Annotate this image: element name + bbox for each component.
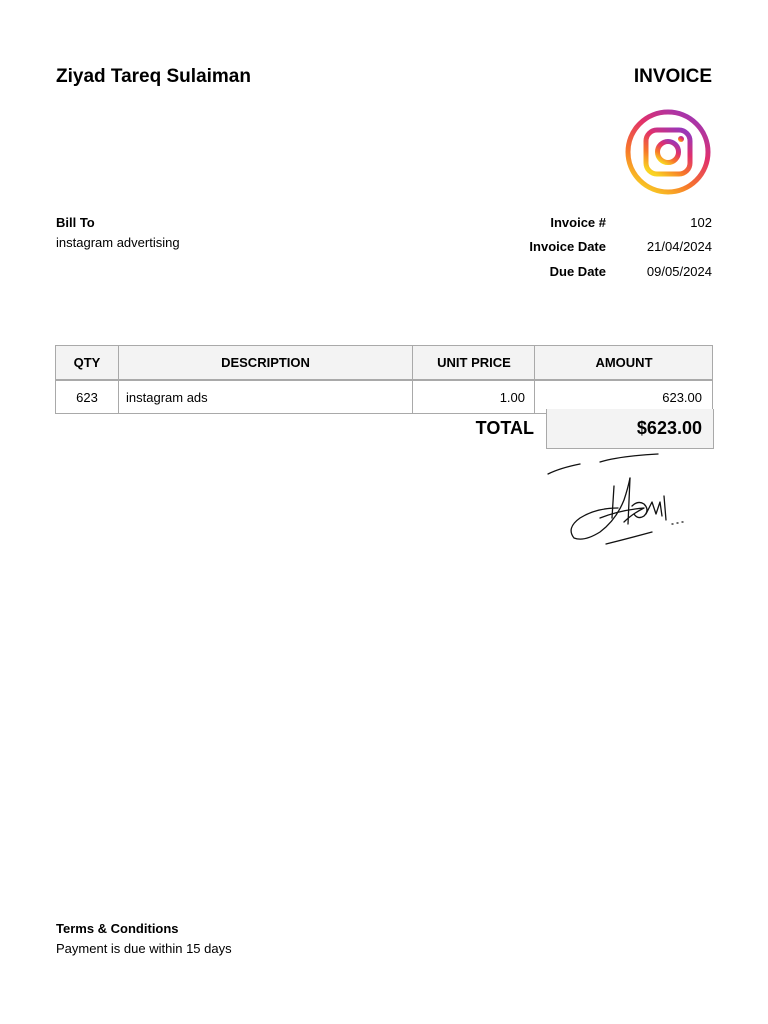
column-header-amount: AMOUNT — [535, 346, 713, 381]
bill-to-label: Bill To — [56, 215, 95, 230]
invoice-date-value: 21/04/2024 — [646, 239, 712, 254]
cell-amount: 623.00 — [535, 380, 713, 414]
cell-description: instagram ads — [119, 380, 413, 414]
sender-name: Ziyad Tareq Sulaiman — [56, 66, 251, 87]
total-box — [546, 409, 714, 449]
column-header-qty: QTY — [56, 346, 119, 381]
due-date-value: 09/05/2024 — [646, 264, 712, 279]
cell-unit-price: 1.00 — [413, 380, 535, 414]
column-header-description: DESCRIPTION — [119, 346, 413, 381]
terms-text: Payment is due within 15 days — [56, 941, 232, 956]
cell-qty: 623 — [56, 380, 119, 414]
table-header-row — [56, 346, 713, 381]
instagram-icon — [624, 108, 712, 196]
document-title: INVOICE — [633, 66, 712, 87]
bill-to-value: instagram advertising — [56, 235, 180, 250]
total-value: $623.00 — [636, 418, 702, 438]
column-header-unit-price: UNIT PRICE — [413, 346, 535, 381]
invoice-number-label: Invoice # — [550, 215, 606, 230]
terms-title: Terms & Conditions — [56, 921, 179, 936]
due-date-label: Due Date — [549, 264, 606, 279]
invoice-number-value: 102 — [690, 215, 712, 230]
invoice-date-label: Invoice Date — [529, 239, 606, 254]
total-label: TOTAL — [475, 418, 534, 438]
line-items-table — [55, 345, 713, 414]
signature — [540, 448, 700, 552]
